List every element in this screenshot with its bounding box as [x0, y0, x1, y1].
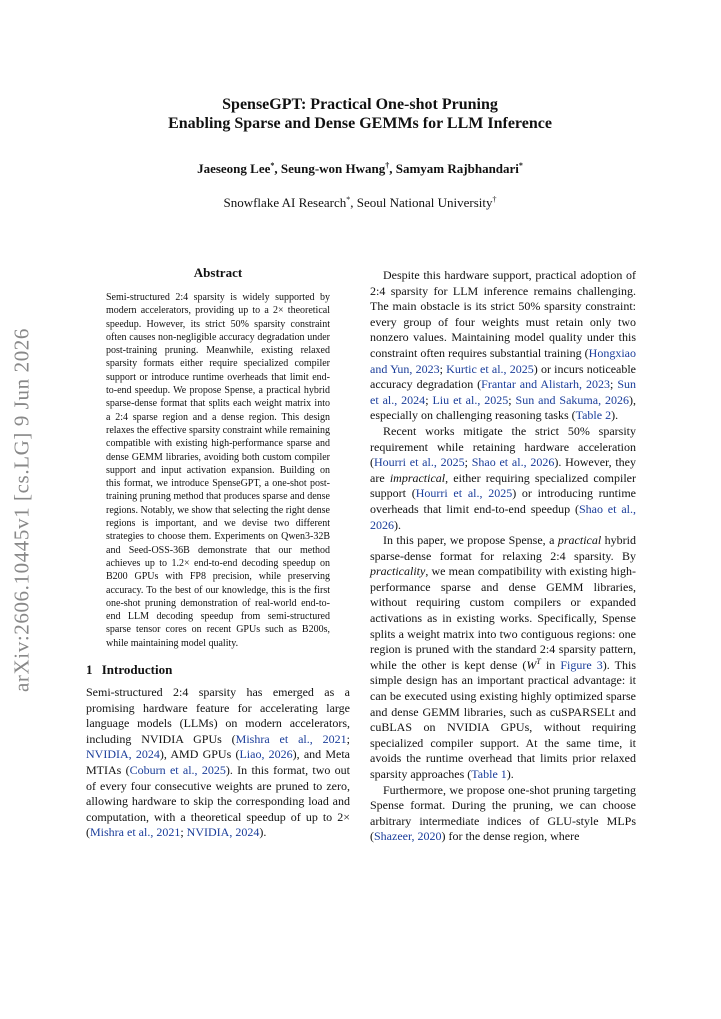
emphasis-text: impractical	[389, 470, 446, 485]
citation-link[interactable]: Shao et al., 2026	[370, 501, 636, 532]
text-run: ) for the dense region, where	[441, 829, 580, 844]
text-run: ;	[508, 392, 516, 407]
citation-link[interactable]: Mishra et al., 2021	[90, 825, 181, 840]
citation-link[interactable]: NVIDIA, 2024	[86, 747, 160, 762]
citation-link[interactable]: Shao et al., 2026	[471, 455, 555, 470]
paper-title	[60, 95, 660, 133]
author-name: Seung-won Hwang	[280, 161, 386, 176]
text-run: ).	[506, 767, 514, 781]
text-run: ;	[439, 361, 447, 376]
citation-link[interactable]: Kurtic et al., 2025	[446, 361, 534, 376]
citation-link[interactable]: Hongxiao and Yun, 2023	[370, 345, 636, 376]
emphasis-text: practicality	[370, 564, 426, 579]
right-column	[370, 268, 636, 845]
text-run: ), AMD GPUs (	[159, 747, 240, 762]
text-run: ;	[610, 377, 618, 392]
citation-link[interactable]: Sun and Sakuma, 2026	[515, 392, 630, 407]
author-name: Samyam Rajbhandari	[395, 161, 519, 176]
table-reference-link[interactable]: Table 1	[471, 767, 507, 781]
text-run: hybrid sparse-dense format for relaxing 2:4 sparsity. By	[370, 533, 636, 563]
math-symbol	[526, 658, 540, 672]
section-heading-introduction: 1 Introduction	[86, 662, 173, 678]
affiliation-line	[60, 195, 660, 211]
affiliation-mark: *	[270, 161, 275, 170]
intro-paragraph-5	[370, 783, 636, 845]
citation-link[interactable]: Hourri et al., 2025	[374, 455, 465, 470]
text-run: ).	[259, 825, 267, 840]
author-name: Jaeseong Lee	[197, 161, 271, 176]
text-run: ).	[611, 408, 619, 423]
citation-link[interactable]: Frantar and Alistarh, 2023	[481, 377, 611, 392]
affiliation-mark: †	[385, 161, 390, 170]
arxiv-stamp-text: arXiv:2606.10445v1 [cs.LG] 9 Jun 2026	[9, 328, 34, 692]
title-line-1: SpenseGPT: Practical One-shot Pruning	[222, 96, 498, 113]
intro-paragraph-3	[370, 424, 636, 533]
affiliation-mark: *	[518, 161, 523, 170]
text-run: ). In this format, two out of every four consecutive weights are pruned to zero, allowing hardware to skip the corresponding load and computation, with a theoretical speedup of up to 2× (	[86, 762, 351, 840]
text-run: ;	[464, 455, 472, 470]
author-separator: ,	[389, 161, 396, 176]
text-run: ) or introducing runtime overheads that limit end-to-end speedup (	[370, 486, 637, 516]
citation-link[interactable]: Shazeer, 2020	[374, 829, 442, 844]
intro-paragraph-4	[370, 533, 636, 783]
affiliation-mark: *	[346, 195, 351, 204]
citation-link[interactable]: Hourri et al., 2025	[415, 486, 513, 501]
citation-link[interactable]: Mishra et al., 2021	[235, 731, 347, 746]
affiliation-mark: †	[492, 195, 497, 204]
text-run: In this paper, we propose Spense, a	[383, 533, 558, 548]
author-list	[60, 161, 660, 177]
figure-reference-link[interactable]: Figure 3	[560, 657, 603, 672]
math-base: W	[526, 657, 537, 672]
emphasis-text: practical	[557, 533, 602, 548]
text-run: in	[540, 657, 561, 672]
text-run: ). This simple design has an important practical advantage: it can be executed using existing highly optimized sparse and dense GEMM libraries, such as cuSPARSELt and cuBLAS on NVIDIA GPUs, without requiring specialized compiler support. At the same time, it avoids the runtime overhead that limits prior relaxed sparsity approaches (	[370, 657, 636, 781]
text-run: ) or incurs noticeable accuracy degradation (	[370, 361, 636, 392]
citation-link[interactable]: NVIDIA, 2024	[186, 825, 260, 840]
affiliation-separator: ,	[350, 195, 357, 210]
text-run: ). However, they are	[370, 455, 637, 485]
math-superscript: T	[536, 656, 541, 666]
citation-link[interactable]: Liu et al., 2025	[432, 392, 509, 407]
intro-paragraph-2	[370, 268, 636, 424]
left-column	[86, 265, 350, 841]
abstract-heading: Abstract	[193, 265, 243, 280]
text-run: ;	[180, 825, 187, 840]
citation-link[interactable]: Coburn et al., 2025	[129, 762, 226, 777]
table-reference-link[interactable]: Table 2	[575, 408, 612, 423]
text-run: ;	[425, 392, 433, 407]
text-run: Despite this hardware support, practical adoption of 2:4 sparsity for LLM inference remains challenging. The main obstacle is its strict 50% sparsity constraint: every group of four weights must retain only two nonzero values. Maintaining model quality under this constraint often requires substantial training (	[370, 268, 636, 360]
intro-paragraph-1	[86, 685, 350, 841]
text-run: , we mean compatibility with existing high-performance sparse and dense GEMM libraries, without requiring custom compilers or expanded activations as in existing works. Specifically, Spense splits a weight matrix into two contiguous regions: one region is pruned with the standard 2:4 sparsity pattern, while the other is kept dense (	[370, 564, 636, 672]
text-run: Furthermore, we propose one-shot pruning targeting Spense format. During the pruning, we can choose arbitrary intermediate indices of GLU-style MLPs (	[370, 782, 636, 844]
citation-link[interactable]: Liao, 2026	[239, 747, 293, 762]
abstract-body: Semi-structured 2:4 sparsity is widely supported by modern accelerators, providing up to a 2× theoretical speedup. However, its strict 50% sparsity constraint often causes non-negligible accuracy degradation under post-training pruning. Meanwhile, existing relaxed sparsity formats either require specialized compiler support or introduce runtime overheads that limit end-to-end speedup. We propose Spense, a practical hybrid sparse-dense format that splits each weight matrix into a 2:4 sparse region and a dense region. This design relaxes the effective sparsity constraint while remaining compatible with existing high-performance sparse and dense GEMM libraries, avoiding both custom compiler support and input activation expansion. Building on this format, we introduce SpenseGPT, a one-shot post-training pruning method that produces sparse and dense regions. Notably, we show that selecting the right dense regions is important, and we devise two different strategies to choose them. Experiments on Qwen3-32B and Seed-OSS-36B demonstrate that our method achieves up to 1.2× end-to-end decoding speedup on B200 GPUs with FP8 precision, while preserving accuracy. To the best of our knowledge, this is the first one-shot pruning demonstration of real-world end-to-end LLM decoding speedup from semi-structured sparse tensor cores on recent GPUs such as B200s, while maintaining model quality.	[106, 292, 330, 649]
text-run: ;	[346, 731, 350, 746]
affiliation-org: Seoul National University	[356, 195, 493, 210]
citation-link[interactable]: Sun et al., 2024	[370, 377, 636, 407]
text-run: Semi-structured 2:4 sparsity has emerged as a promising hardware feature for accelerating large language models (LLMs) on modern accelerators, including NVIDIA GPUs (	[86, 685, 350, 746]
text-run: ), and Meta MTIAs (	[86, 747, 351, 777]
text-run: ).	[394, 517, 401, 532]
text-run: Recent works mitigate the strict 50% sparsity requirement while retaining hardware acceleration (	[370, 423, 636, 470]
text-run: ), especially on challenging reasoning tasks (	[370, 392, 637, 423]
author-separator: ,	[274, 161, 281, 176]
affiliation-org: Snowflake AI Research	[223, 195, 347, 210]
title-line-2: Enabling Sparse and Dense GEMMs for LLM Inference	[168, 115, 552, 132]
text-run: , either requiring specialized compiler support (	[370, 470, 636, 501]
